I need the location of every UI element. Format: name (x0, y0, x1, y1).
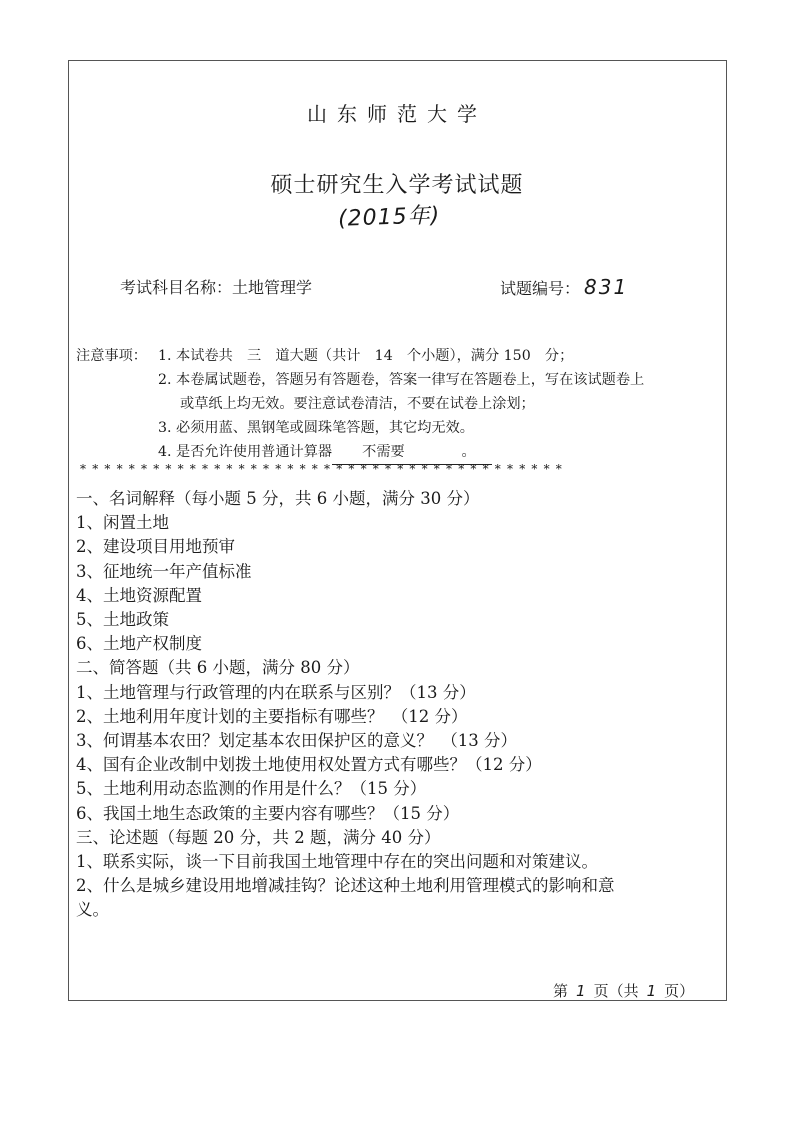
section-heading: 三、论述题（每题 20 分，共 2 题，满分 40 分） (76, 827, 441, 847)
question-item: 5、土地利用动态监测的作用是什么？（15 分） (76, 779, 427, 799)
note-item: 或草纸上均无效。要注意试卷清洁，不要在试卷上涂划； (180, 396, 535, 412)
note-item: 2. 本卷属试题卷，答题另有答题卷，答案一律写在答题卷上，写在该试题卷上 (158, 372, 645, 388)
question-item-continued: 义。 (76, 900, 109, 920)
exam-title: 硕士研究生入学考试试题 (270, 173, 524, 198)
page-number (553, 980, 694, 1001)
question-item: 1、土地管理与行政管理的内在联系与区别？（13 分） (76, 682, 476, 702)
code-label: 试题编号： (500, 279, 581, 298)
footer-suffix: 页） (664, 982, 695, 1000)
note-item-text: 4. 是否允许使用普通计算器 (158, 444, 333, 460)
question-item: 2、什么是城乡建设用地增减挂钩？论述这种土地利用管理模式的影响和意 (76, 876, 615, 896)
footer-total: 1 (646, 982, 657, 1000)
footer-prefix: 第 (553, 982, 569, 1000)
subject-value: 土地管理学 (232, 278, 313, 297)
section-heading: 一、名词解释（每小题 5 分，共 6 小题，满分 30 分） (76, 489, 480, 508)
section-heading: 二、简答题（共 6 小题，满分 80 分） (76, 658, 360, 678)
subject-line (120, 275, 312, 298)
footer-mid: 页（共 (593, 982, 639, 1000)
question-item: 6、我国土地生态政策的主要内容有哪些？（15 分） (76, 803, 460, 823)
question-item: 4、土地资源配置 (76, 585, 202, 605)
calculator-answer: 不需要 。 (332, 440, 492, 465)
question-item: 2、建设项目用地预审 (76, 537, 235, 557)
question-item: 3、征地统一年产值标准 (76, 561, 252, 581)
university-name: 山东师范大学 (307, 102, 487, 126)
code-value: 831 (584, 275, 629, 299)
separator-stars: **************************************** (80, 462, 568, 476)
question-item: 6、土地产权制度 (76, 634, 202, 654)
question-item: 1、闲置土地 (76, 513, 169, 533)
note-item: 3. 必须用蓝、黑钢笔或圆珠笔答题，其它均无效。 (158, 420, 474, 436)
question-item: 5、土地政策 (76, 610, 169, 630)
question-item: 2、土地利用年度计划的主要指标有哪些？ （12 分） (76, 706, 468, 726)
note-item: 1. 本试卷共 三 道大题（共计 14 个小题），满分 150 分； (158, 348, 574, 364)
notes-label: 注意事项： (76, 348, 147, 364)
notes-block (76, 344, 644, 465)
footer-page: 1 (576, 982, 586, 1000)
question-item: 1、联系实际，谈一下目前我国土地管理中存在的突出问题和对策建议。 (76, 852, 598, 872)
question-item: 3、何谓基本农田？划定基本农田保护区的意义？ （13 分） (76, 731, 517, 751)
code-line (500, 275, 628, 299)
exam-year-handwritten: (2015年) (337, 203, 441, 232)
question-item: 4、国有企业改制中划拨土地使用权处置方式有哪些？（12 分） (76, 755, 542, 775)
subject-label: 考试科目名称： (120, 278, 233, 297)
questions-body (76, 487, 615, 923)
